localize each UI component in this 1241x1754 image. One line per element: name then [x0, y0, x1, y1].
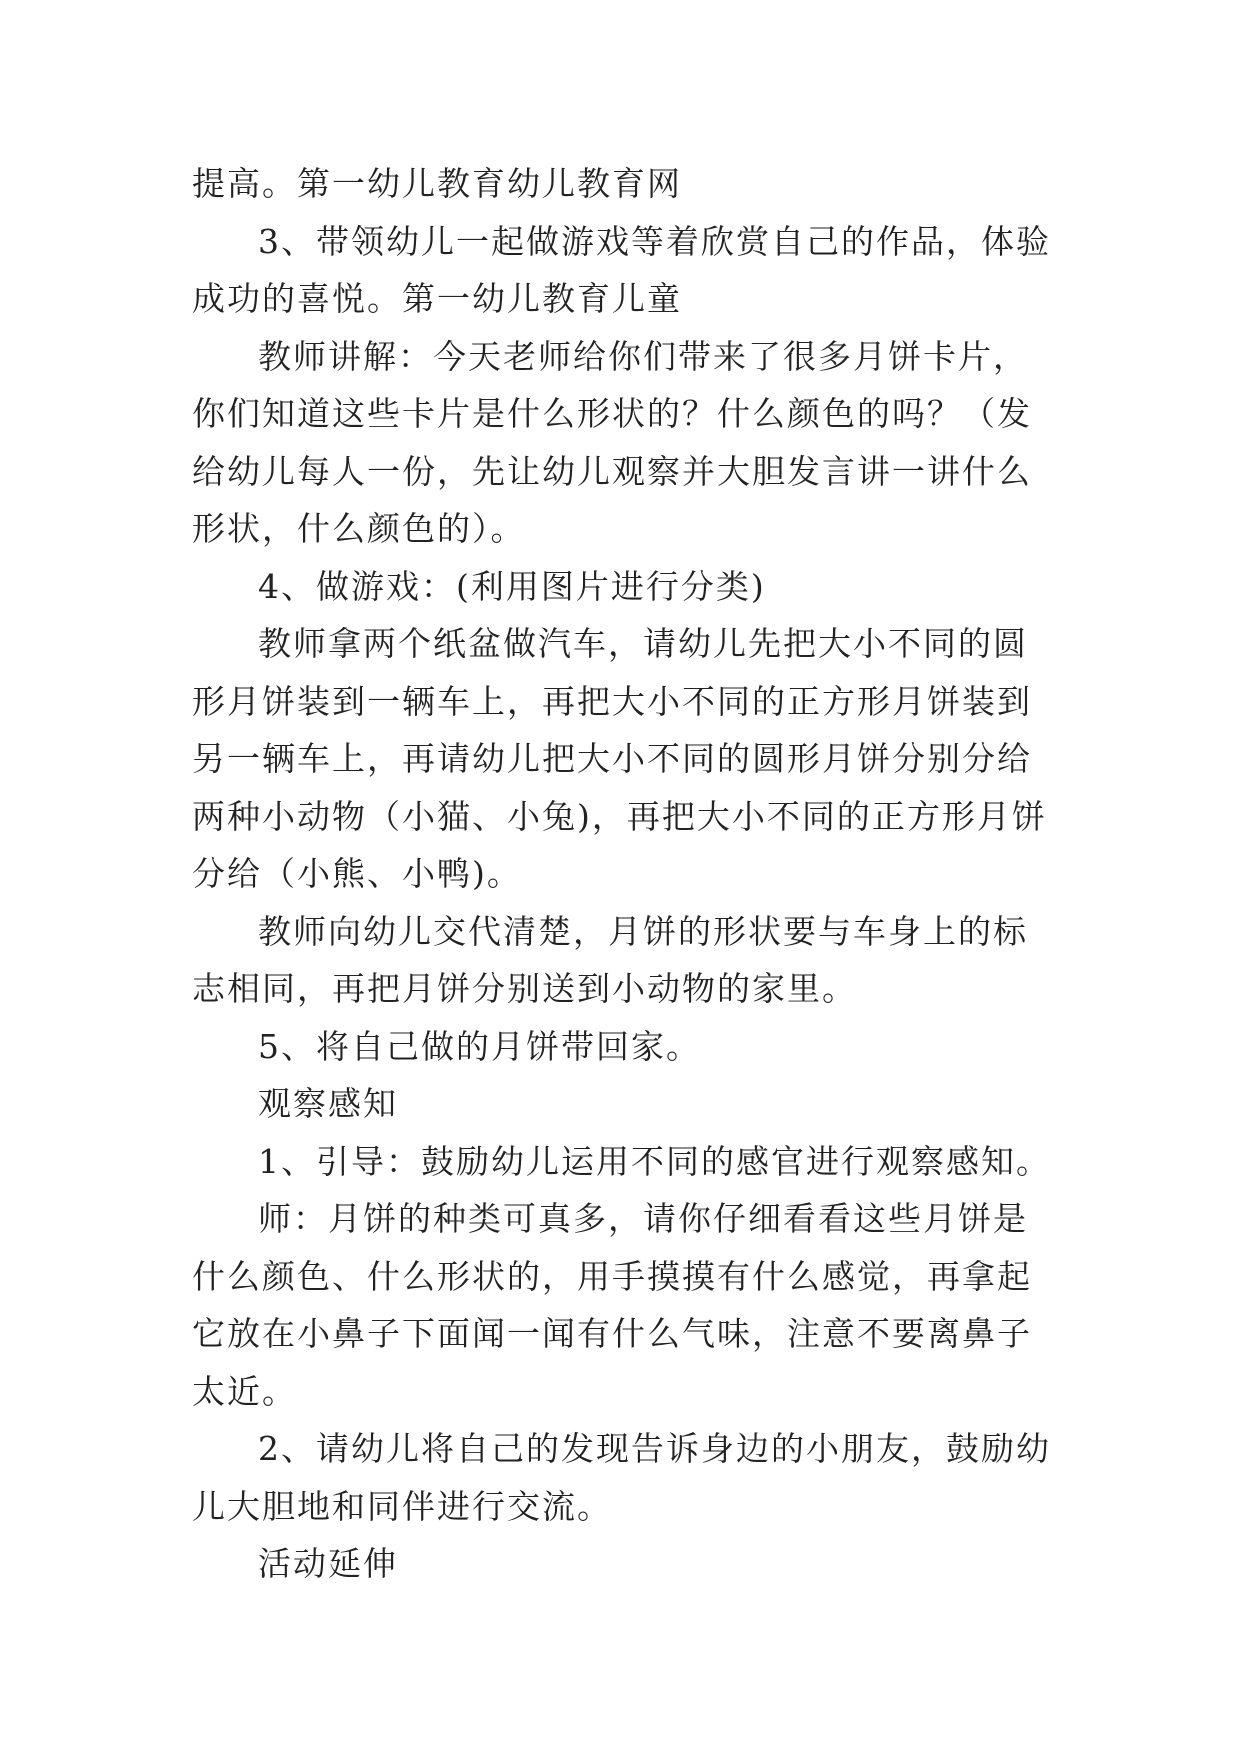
- paragraph-step-3: 3、带领幼儿一起做游戏等着欣赏自己的作品，体验成功的喜悦。第一幼儿教育儿童: [192, 221, 1051, 318]
- document-body: [192, 155, 1052, 1593]
- paragraph-teacher-guidance: 师：月饼的种类可真多，请你仔细看看这些月饼是什么颜色、什么形状的，用手摸摸有什么感觉，再拿起它放在小鼻子下面闻一闻有什么气味，注意不要离鼻子太近。: [192, 1199, 1032, 1411]
- paragraph-observation-step-1: 1、引导：鼓励幼儿运用不同的感官进行观察感知。: [258, 1141, 1051, 1181]
- paragraph-game-description: 教师拿两个纸盆做汽车，请幼儿先把大小不同的圆形月饼装到一辆车上，再把大小不同的正方形月饼装到另一辆车上，再请幼儿把大小不同的圆形月饼分别分给两种小动物（小猫、小兔)，再把大小不同的正方形月饼分给（小熊、小鸭)。: [192, 624, 1047, 893]
- paragraph-observation-step-2: 2、请幼儿将自己的发现告诉身边的小朋友，鼓励幼儿大胆地和同伴进行交流。: [192, 1429, 1051, 1526]
- paragraph-step-5: 5、将自己做的月饼带回家。: [258, 1026, 701, 1066]
- paragraph-continuation: 提高。第一幼儿教育幼儿教育网: [192, 164, 682, 203]
- section-heading-extension: 活动延伸: [258, 1544, 398, 1583]
- paragraph-step-4: 4、做游戏：(利用图片进行分类): [258, 566, 766, 606]
- paragraph-teacher-explanation: 教师讲解：今天老师给你们带来了很多月饼卡片，你们知道这些卡片是什么形状的？什么颜色的吗？（发给幼儿每人一份，先让幼儿观察并大胆发言讲一讲什么形状，什么颜色的）。: [192, 336, 1032, 548]
- section-heading-observation: 观察感知: [258, 1084, 398, 1123]
- paragraph-teacher-instruction: 教师向幼儿交代清楚，月饼的形状要与车身上的标志相同，再把月饼分别送到小动物的家里。: [192, 911, 1028, 1008]
